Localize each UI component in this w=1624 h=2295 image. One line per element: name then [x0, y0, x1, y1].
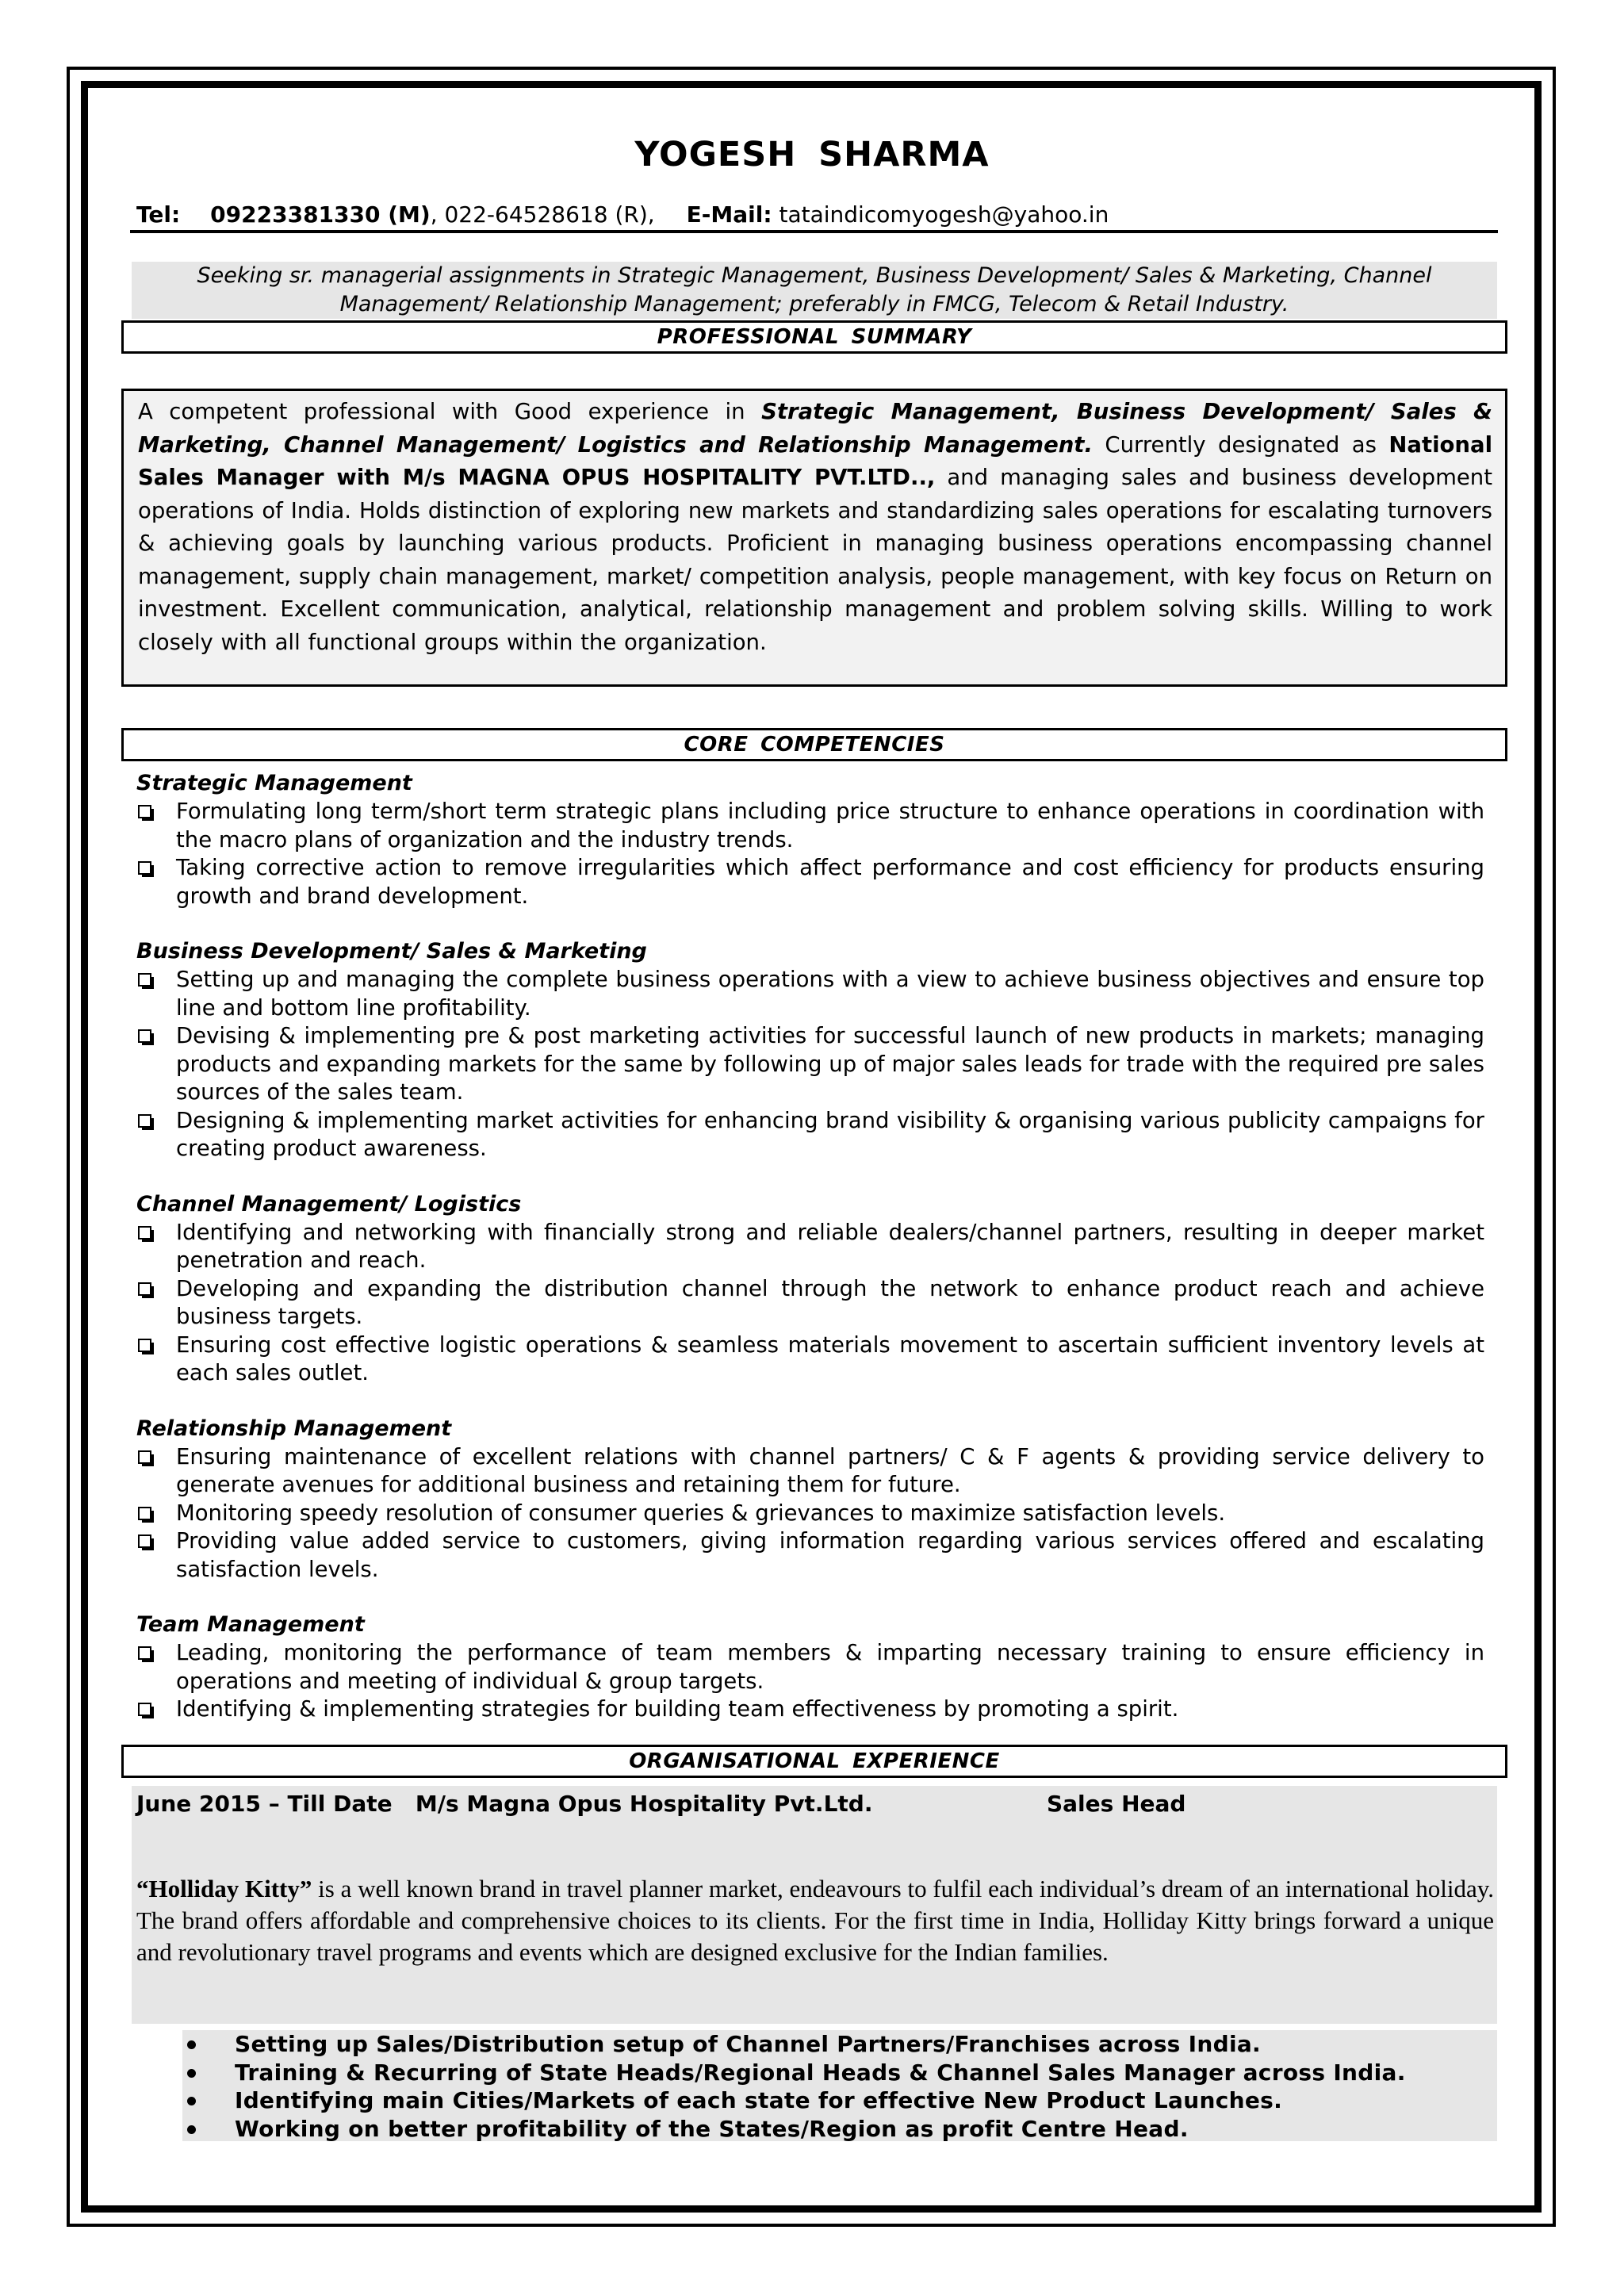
checkbox-bullet-icon [138, 805, 151, 818]
objective-line-2: Management/ Relationship Management; preferably in FMCG, Telecom & Retail Industry. [339, 292, 1289, 316]
competency-item-text: Designing & implementing market activities for enhancing brand visibility & organising various publicity campaigns for creating product awareness. [176, 1107, 1484, 1161]
responsibility-item [182, 2059, 1499, 2087]
competency-item [136, 854, 1484, 910]
checkbox-bullet-icon [138, 1450, 151, 1464]
competency-group [136, 769, 1484, 910]
competency-item [136, 1022, 1484, 1107]
experience-company: M/s Magna Opus Hospitality Pvt.Ltd. [415, 1791, 873, 1817]
competency-group-title: Strategic Management [136, 771, 412, 795]
competency-item-text: Taking corrective action to remove irregularities which affect performance and cost efficiency for products ensuring growth and brand development. [176, 855, 1484, 909]
checkbox-bullet-icon [138, 1339, 151, 1352]
checkbox-bullet-icon [138, 1029, 151, 1043]
core-competencies [136, 769, 1484, 1751]
responsibility-text: Working on better profitability of the States/Region as profit Centre Head. [235, 2115, 1189, 2142]
mobile-number: 09223381330 (M) [210, 201, 431, 228]
experience-period: June 2015 – Till Date [136, 1791, 393, 1817]
competency-group-title: Channel Management/ Logistics [136, 1191, 522, 1216]
responsibilities-list [182, 2030, 1499, 2143]
competency-item [136, 1107, 1484, 1163]
candidate-name: YOGESH SHARMA [634, 135, 990, 174]
competency-item [136, 1275, 1484, 1331]
header-rule [130, 230, 1498, 233]
section-heading-core-competencies: CORE COMPETENCIES [121, 728, 1507, 761]
summary-focus-areas: Strategic Management, Business Development/ Sales & Marketing, Channel Management/ Logistics and Relationship Management. [138, 399, 1492, 458]
responsibility-item [182, 2030, 1499, 2059]
checkbox-bullet-icon [138, 1534, 151, 1548]
bullet-dot-icon [187, 2040, 196, 2049]
summary-paragraph: A competent professional with Good experience in Strategic Management, Business Development/ Sales & Marketing, Channel Management/ Logistics and Relationship Management. Currently designated as National Sales Manager with M/s MAGNA OPUS HOSPITALITY PVT.LTD.., and managing sales and business development operations of India. Holds distinction of exploring new markets and standardizing sales operations for escalating turnovers & achieving goals by launching various products. Proficient in managing business operations encompassing channel management, supply chain management, market/ competition analysis, people management, with key focus on Return on investment. Excellent communication, analytical, relationship management and problem solving skills. Willing to work closely with all functional groups within the organization. [138, 399, 1492, 655]
experience-description: “Holliday Kitty” is a well known brand in travel planner market, endeavours to fulfil each individual’s dream of an international holiday. The brand offers affordable and comprehensive choices to its clients. For the first time in India, Holliday Kitty brings forward a unique and revolutionary travel programs and events which are designed exclusive for the Indian families. [136, 1875, 1494, 1966]
email-address: tataindicomyogesh@yahoo.in [779, 201, 1109, 228]
responsibility-item [182, 2086, 1499, 2115]
responsibility-text: Training & Recurring of State Heads/Regional Heads & Channel Sales Manager across India. [235, 2059, 1406, 2086]
residence-number: , 022-64528618 (R), [430, 201, 655, 228]
competency-item [136, 1219, 1484, 1275]
competency-item [136, 1527, 1484, 1584]
competency-item [136, 1695, 1484, 1724]
competency-item-text: Setting up and managing the complete business operations with a view to achieve business objectives and ensure top line and bottom line profitability. [176, 967, 1484, 1021]
bullet-dot-icon [187, 2069, 196, 2078]
competency-group [136, 937, 1484, 1163]
competency-item-text: Monitoring speedy resolution of consumer queries & grievances to maximize satisfaction levels. [176, 1500, 1226, 1526]
experience-role: Sales Head [1047, 1791, 1186, 1817]
competency-item-text: Leading, monitoring the performance of team members & imparting necessary training to ensure efficiency in operations and meeting of individual & group targets. [176, 1640, 1484, 1694]
brand-name: “Holliday Kitty” [136, 1875, 312, 1902]
responsibility-text: Setting up Sales/Distribution setup of Channel Partners/Franchises across India. [235, 2031, 1261, 2057]
competency-group [136, 1415, 1484, 1584]
competency-item-text: Ensuring cost effective logistic operations & seamless materials movement to ascertain sufficient inventory levels at each sales outlet. [176, 1331, 1484, 1385]
email-label: E-Mail: [686, 201, 772, 228]
competency-item [136, 1331, 1484, 1388]
competency-item [136, 1443, 1484, 1500]
tel-label: Tel: [136, 201, 181, 228]
checkbox-bullet-icon [138, 1282, 151, 1296]
objective-line-1: Seeking sr. managerial assignments in Strategic Management, Business Development/ Sales & Marketing, Channel [197, 263, 1432, 288]
bullet-dot-icon [187, 2125, 196, 2134]
checkbox-bullet-icon [138, 1226, 151, 1239]
competency-item-text: Ensuring maintenance of excellent relations with channel partners/ C & F agents & providing service delivery to generate avenues for additional business and retaining them for future. [176, 1443, 1484, 1497]
bullet-dot-icon [187, 2097, 196, 2105]
competency-item-text: Developing and expanding the distribution channel through the network to enhance product reach and achieve business targets. [176, 1275, 1484, 1329]
competency-group [136, 1190, 1484, 1388]
section-heading-experience: ORGANISATIONAL EXPERIENCE [121, 1745, 1507, 1778]
career-objective [132, 262, 1497, 319]
professional-summary [121, 389, 1507, 687]
contact-line [136, 201, 1500, 228]
competency-item [136, 798, 1484, 854]
competency-item-text: Identifying and networking with financially strong and reliable dealers/channel partners, resulting in deeper market penetration and reach. [176, 1219, 1484, 1273]
checkbox-bullet-icon [138, 1703, 151, 1716]
checkbox-bullet-icon [138, 1114, 151, 1128]
competency-item [136, 966, 1484, 1022]
competency-group-title: Relationship Management [136, 1416, 452, 1441]
section-heading-professional-summary: PROFESSIONAL SUMMARY [121, 320, 1507, 354]
competency-item-text: Identifying & implementing strategies for building team effectiveness by promoting a spirit. [176, 1696, 1179, 1722]
competency-item-text: Formulating long term/short term strategic plans including price structure to enhance operations in coordination with the macro plans of organization and the industry trends. [176, 799, 1484, 852]
competency-item-text: Devising & implementing pre & post marketing activities for successful launch of new products in markets; managing products and expanding markets for the same by following up of major sales leads for trade with the required pre sales sources of the sales team. [176, 1023, 1484, 1105]
checkbox-bullet-icon [138, 1646, 151, 1660]
checkbox-bullet-icon [138, 973, 151, 987]
experience-header [136, 1791, 1186, 1817]
checkbox-bullet-icon [138, 1507, 151, 1520]
checkbox-bullet-icon [138, 861, 151, 875]
competency-item [136, 1500, 1484, 1528]
competency-group [136, 1611, 1484, 1724]
responsibility-text: Identifying main Cities/Markets of each state for effective New Product Launches. [235, 2087, 1283, 2113]
competency-group-title: Business Development/ Sales & Marketing [136, 939, 647, 964]
competency-group-title: Team Management [136, 1612, 365, 1637]
competency-item [136, 1639, 1484, 1695]
competency-item-text: Providing value added service to customers, giving information regarding various services offered and escalating satisfaction levels. [176, 1528, 1484, 1582]
summary-designation: National Sales Manager with M/s MAGNA OPUS HOSPITALITY PVT.LTD.., [138, 431, 1492, 490]
responsibility-item [182, 2115, 1499, 2144]
